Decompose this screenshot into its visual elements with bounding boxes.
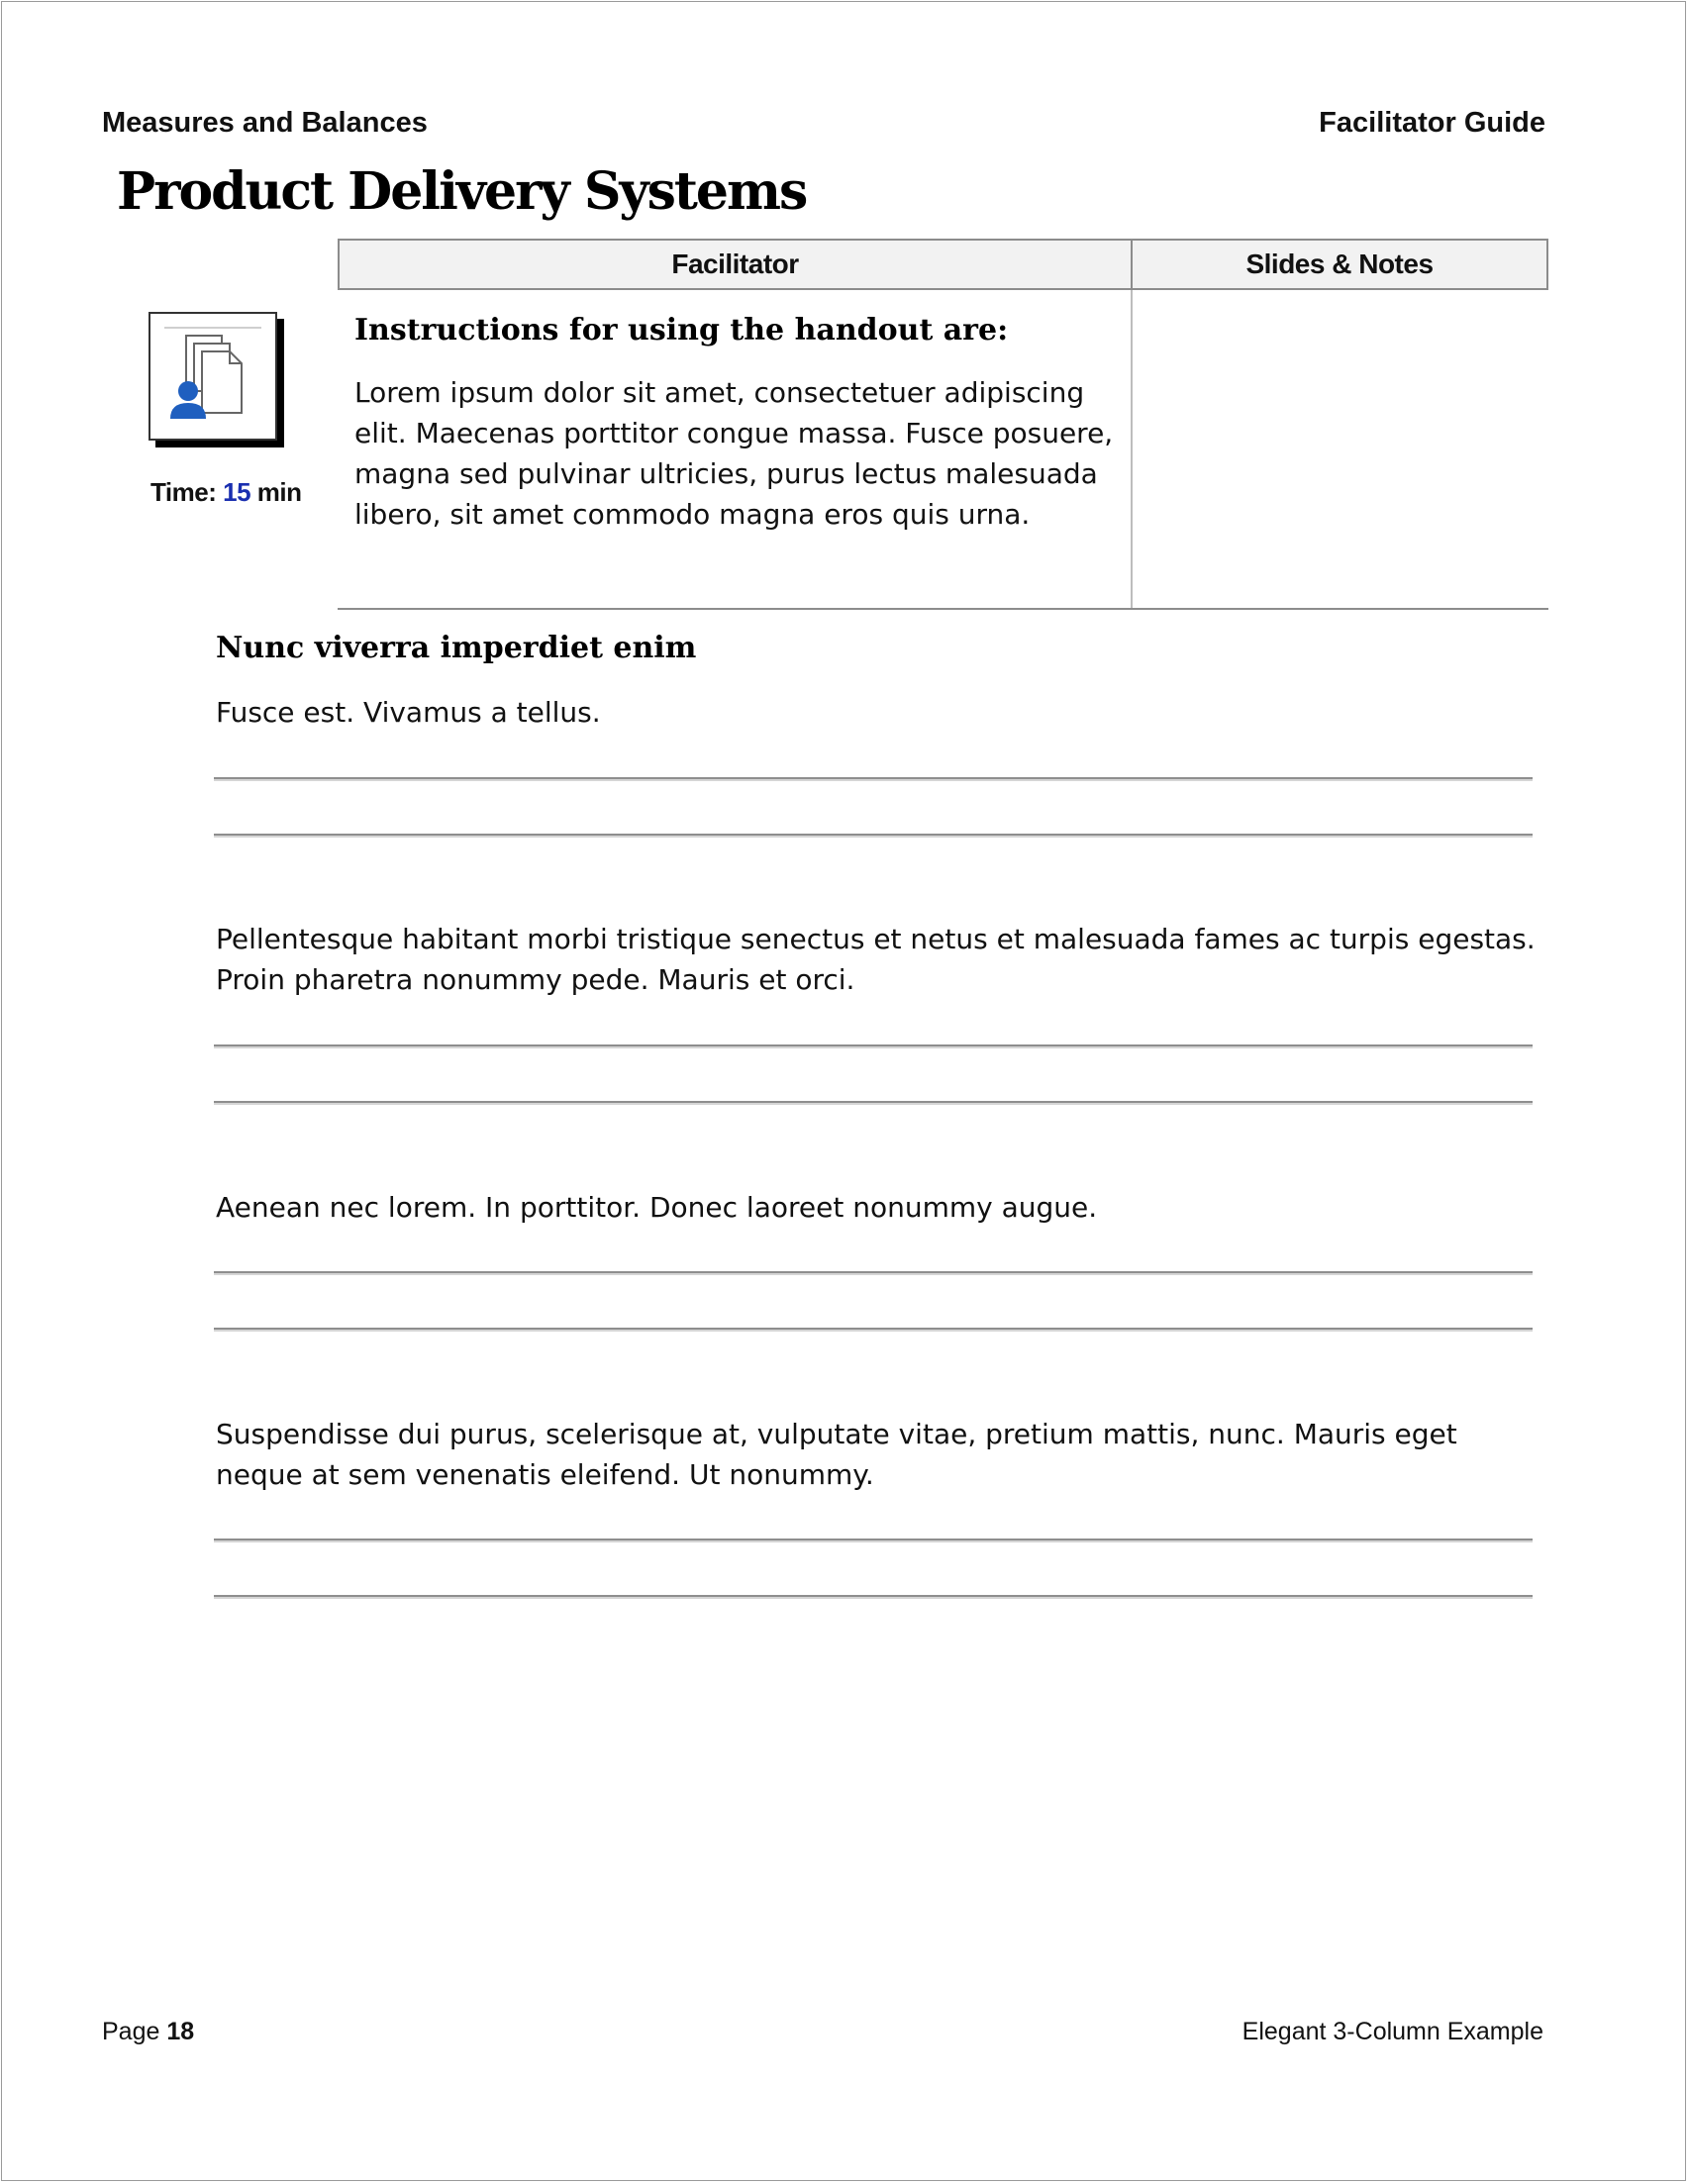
header-left: Measures and Balances	[102, 107, 428, 139]
writing-line	[214, 777, 1533, 779]
time-value: 15	[223, 477, 251, 507]
writing-line	[214, 1101, 1533, 1103]
writing-line	[214, 1328, 1533, 1330]
page-number: 18	[166, 2018, 195, 2045]
instructions-body: Lorem ipsum dolor sit amet, consectetuer adipiscing elit. Maecenas porttitor congue massa. Fusce posuere, magna sed pulvinar ultricies, purus lectus malesuada libero, sit amet commodo magna eros quis urna.	[354, 376, 1114, 531]
section-paragraph: Pellentesque habitant morbi tristique senectus et netus et malesuada fames ac turpis egestas. Proin pharetra nonummy pede. Mauris et orci.	[216, 923, 1536, 996]
handout-people-icon	[149, 312, 277, 441]
header-right: Facilitator Guide	[1319, 107, 1545, 139]
column-header-slides-notes: Slides & Notes	[1131, 239, 1548, 290]
footer-right: Elegant 3-Column Example	[1242, 2018, 1543, 2045]
page-title: Product Delivery Systems	[117, 161, 807, 222]
footer-page	[102, 2014, 194, 2049]
writing-line	[214, 1539, 1533, 1540]
writing-line	[214, 1271, 1533, 1273]
writing-line	[214, 1595, 1533, 1597]
time-display: Time: 15 min	[150, 477, 302, 507]
writing-line	[214, 1044, 1533, 1046]
instructions-heading: Instructions for using the handout are:	[354, 313, 1009, 347]
time-unit: min	[256, 477, 302, 507]
section-paragraph: Fusce est. Vivamus a tellus.	[216, 696, 601, 729]
section-heading: Nunc viverra imperdiet enim	[216, 631, 697, 665]
table-bottom-rule	[338, 608, 1548, 610]
section-paragraph: Aenean nec lorem. In porttitor. Donec laoreet nonummy augue.	[216, 1191, 1098, 1224]
column-header-facilitator: Facilitator	[338, 239, 1133, 290]
time-label: Time	[150, 477, 209, 507]
writing-line	[214, 834, 1533, 836]
section-paragraph: Suspendisse dui purus, scelerisque at, vulputate vitae, pretium mattis, nunc. Mauris eget neque at sem venenatis eleifend. Ut nonummy.	[216, 1418, 1457, 1491]
page-label: Page	[102, 2018, 160, 2045]
